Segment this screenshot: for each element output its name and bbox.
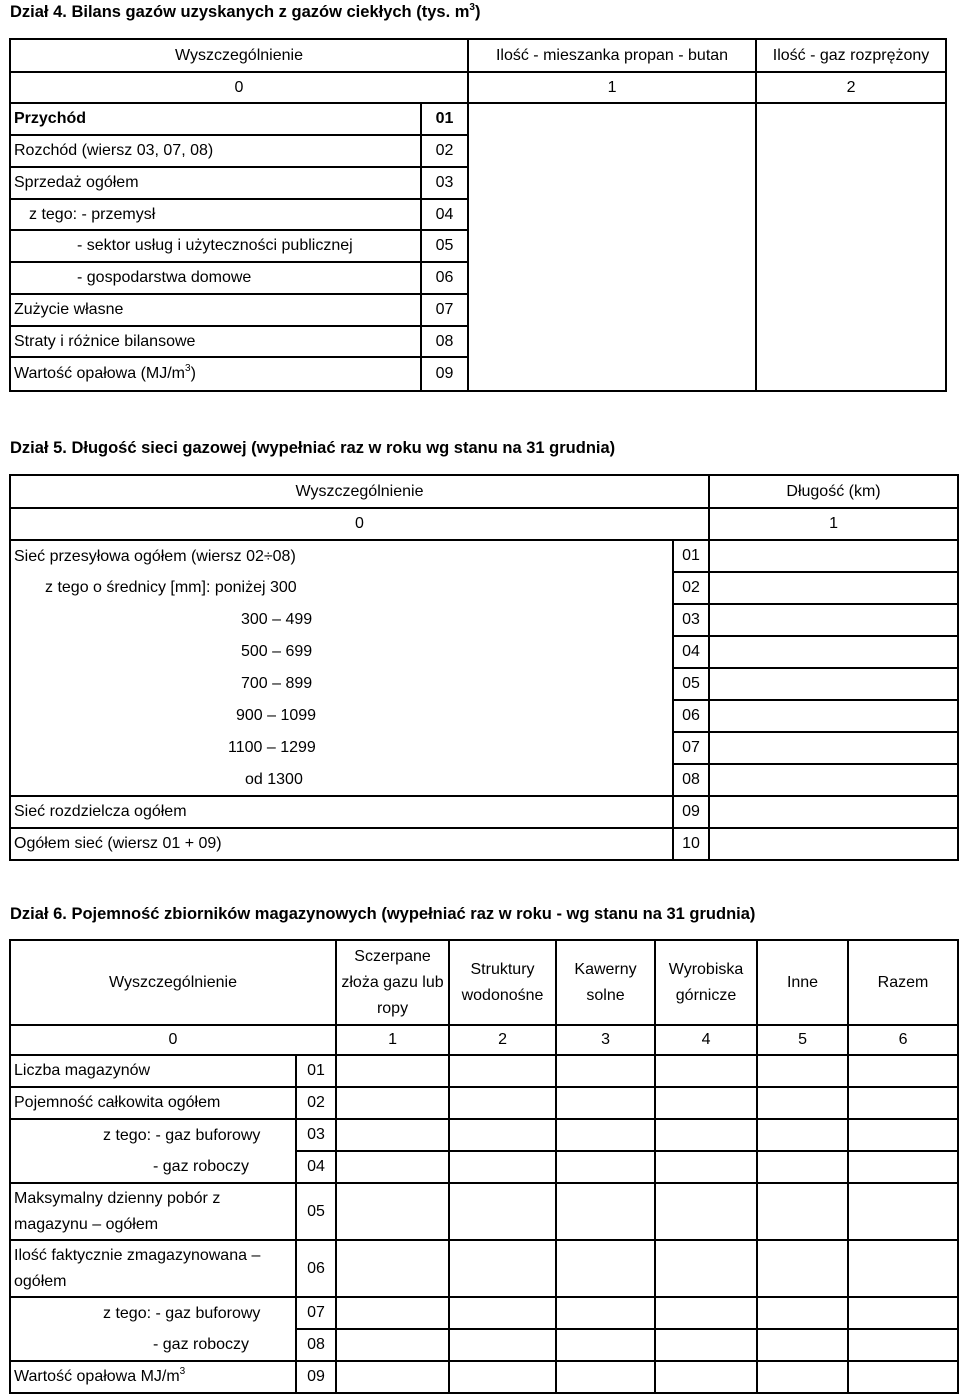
s4-header-expanded: Ilość - gaz rozprężony xyxy=(756,39,946,72)
s6-input-cell[interactable] xyxy=(655,1329,757,1361)
s6-input-cell[interactable] xyxy=(757,1297,848,1329)
s6-colnum-6: 6 xyxy=(848,1025,958,1055)
s4-row-label: Sprzedaż ogółem xyxy=(10,167,421,199)
s4-row-label: Zużycie własne xyxy=(10,294,421,326)
s6-input-cell[interactable] xyxy=(655,1361,757,1393)
s6-input-cell[interactable] xyxy=(757,1151,848,1183)
s6-input-cell[interactable] xyxy=(655,1240,757,1297)
s4-input-cell[interactable] xyxy=(756,199,946,230)
s6-input-cell[interactable] xyxy=(556,1119,655,1151)
s4-input-cell[interactable] xyxy=(468,135,756,167)
s4-row-code: 04 xyxy=(421,199,468,230)
s6-input-cell[interactable] xyxy=(556,1361,655,1393)
s6-input-cell[interactable] xyxy=(655,1183,757,1240)
s5-input-cell[interactable] xyxy=(709,732,958,764)
s4-row-label: z tego: - przemysł xyxy=(10,199,421,230)
s6-row-label: Maksymalny dzienny pobór z magazynu – ogółem xyxy=(10,1183,296,1240)
s4-input-cell[interactable] xyxy=(756,326,946,357)
s5-input-cell[interactable] xyxy=(709,700,958,732)
s5-row-label: 900 – 1099 xyxy=(10,700,673,732)
s5-row-label: od 1300 xyxy=(10,764,673,796)
s6-input-cell[interactable] xyxy=(757,1240,848,1297)
s6-header-mine: Wyrobiska górnicze xyxy=(655,940,757,1025)
s5-row-code: 09 xyxy=(673,796,709,828)
s6-input-cell[interactable] xyxy=(848,1240,958,1297)
s6-row-label: - gaz roboczy xyxy=(10,1329,296,1361)
s6-row-label: Pojemność całkowita ogółem xyxy=(10,1087,296,1119)
s6-input-cell[interactable] xyxy=(336,1329,449,1361)
s5-input-cell[interactable] xyxy=(709,636,958,668)
s6-header-depleted: Sczerpane złoża gazu lub ropy xyxy=(336,940,449,1025)
s6-header-salt: Kawerny solne xyxy=(556,940,655,1025)
s5-header-length: Długość (km) xyxy=(709,475,958,508)
s5-row-code: 03 xyxy=(673,604,709,636)
s5-row-code: 10 xyxy=(673,828,709,860)
s6-input-cell[interactable] xyxy=(449,1183,556,1240)
s4-input-cell[interactable] xyxy=(756,262,946,294)
s6-input-cell[interactable] xyxy=(449,1240,556,1297)
s6-header-total: Razem xyxy=(848,940,958,1025)
s5-row-code: 08 xyxy=(673,764,709,796)
s6-row-label: Liczba magazynów xyxy=(10,1055,296,1087)
s6-row-code: 05 xyxy=(296,1183,336,1240)
s5-input-cell[interactable] xyxy=(709,828,958,860)
s6-input-cell[interactable] xyxy=(449,1055,556,1087)
s5-row-label: 300 – 499 xyxy=(10,604,673,636)
s6-row-code: 09 xyxy=(296,1361,336,1393)
s5-input-cell[interactable] xyxy=(709,604,958,636)
section4-table xyxy=(9,38,947,392)
s6-input-cell[interactable] xyxy=(757,1119,848,1151)
section4-title: Dział 4. Bilans gazów uzyskanych z gazów ciekłych (tys. $m^3$) xyxy=(10,2,481,21)
s6-row-label: - gaz roboczy xyxy=(10,1151,296,1183)
s6-row-code: 01 xyxy=(296,1055,336,1087)
s4-row-code: 08 xyxy=(421,326,468,357)
s4-header-desc: Wyszczególnienie xyxy=(10,39,468,72)
s4-row-code: 03 xyxy=(421,167,468,199)
s4-row-label: - gospodarstwa domowe xyxy=(10,262,421,294)
s6-input-cell[interactable] xyxy=(655,1087,757,1119)
s6-input-cell[interactable] xyxy=(556,1240,655,1297)
s6-input-cell[interactable] xyxy=(655,1055,757,1087)
s6-input-cell[interactable] xyxy=(848,1055,958,1087)
s5-input-cell[interactable] xyxy=(709,540,958,572)
s6-colnum-5: 5 xyxy=(757,1025,848,1055)
s4-header-propane: Ilość - mieszanka propan - butan xyxy=(468,39,756,72)
s6-input-cell[interactable] xyxy=(449,1329,556,1361)
s4-row-label: Rozchód (wiersz 03, 07, 08) xyxy=(10,135,421,167)
s6-input-cell[interactable] xyxy=(757,1183,848,1240)
s6-input-cell[interactable] xyxy=(757,1087,848,1119)
s6-input-cell[interactable] xyxy=(848,1183,958,1240)
s6-input-cell[interactable] xyxy=(336,1240,449,1297)
s6-row-label: z tego: - gaz buforowy xyxy=(10,1119,296,1151)
s4-input-cell[interactable] xyxy=(756,167,946,199)
s5-row-label: Sieć rozdzielcza ogółem xyxy=(10,796,673,828)
s4-input-cell[interactable] xyxy=(756,135,946,167)
s6-input-cell[interactable] xyxy=(556,1055,655,1087)
s6-row-code: 06 xyxy=(296,1240,336,1297)
s6-row-code: 02 xyxy=(296,1087,336,1119)
s6-row-label: Wartość opałowa $MJ/m^3$ xyxy=(10,1361,296,1393)
s4-input-cell[interactable] xyxy=(756,103,946,135)
s6-row-code: 04 xyxy=(296,1151,336,1183)
s6-input-cell[interactable] xyxy=(449,1151,556,1183)
s5-input-cell[interactable] xyxy=(709,572,958,604)
s4-row-label: Wartość opałowa $(MJ/m^3)$ xyxy=(10,357,421,391)
s5-row-label: 1100 – 1299 xyxy=(10,732,673,764)
s4-input-cell[interactable] xyxy=(468,262,756,294)
s6-row-code: 07 xyxy=(296,1297,336,1329)
s6-input-cell[interactable] xyxy=(655,1119,757,1151)
section6-title: Dział 6. Pojemność zbiorników magazynowych (wypełniać raz w roku - wg stanu na 31 grudnia) xyxy=(10,905,756,923)
s6-input-cell[interactable] xyxy=(655,1151,757,1183)
s4-row-code: 07 xyxy=(421,294,468,326)
s4-input-cell[interactable] xyxy=(756,357,946,391)
s4-row-code: 06 xyxy=(421,262,468,294)
s4-row-code: 05 xyxy=(421,230,468,262)
s6-input-cell[interactable] xyxy=(336,1087,449,1119)
s5-row-code: 06 xyxy=(673,700,709,732)
s5-row-code: 04 xyxy=(673,636,709,668)
s6-input-cell[interactable] xyxy=(449,1361,556,1393)
s6-header-desc: Wyszczególnienie xyxy=(10,940,336,1025)
s4-input-cell[interactable] xyxy=(468,199,756,230)
s5-row-code: 07 xyxy=(673,732,709,764)
s4-row-label: Przychód xyxy=(10,103,421,135)
s4-input-cell[interactable] xyxy=(468,326,756,357)
section5-title: Dział 5. Długość sieci gazowej (wypełniać raz w roku wg stanu na 31 grudnia) xyxy=(10,439,616,457)
s5-input-cell[interactable] xyxy=(709,668,958,700)
s4-colnum-2: 2 xyxy=(756,72,946,103)
s5-row-label: Sieć przesyłowa ogółem (wiersz 02÷08) xyxy=(10,540,673,572)
s4-input-cell[interactable] xyxy=(756,230,946,262)
s5-header-desc: Wyszczególnienie xyxy=(10,475,709,508)
s6-input-cell[interactable] xyxy=(336,1183,449,1240)
s6-input-cell[interactable] xyxy=(848,1329,958,1361)
s6-input-cell[interactable] xyxy=(336,1055,449,1087)
s4-input-cell[interactable] xyxy=(468,167,756,199)
s6-input-cell[interactable] xyxy=(336,1361,449,1393)
s6-input-cell[interactable] xyxy=(848,1087,958,1119)
s6-input-cell[interactable] xyxy=(449,1297,556,1329)
s5-row-code: 01 xyxy=(673,540,709,572)
s6-row-code: 03 xyxy=(296,1119,336,1151)
s4-row-label: Straty i różnice bilansowe xyxy=(10,326,421,357)
s5-row-label: z tego o średnicy [mm]: poniżej 300 xyxy=(10,572,673,604)
s6-header-other: Inne xyxy=(757,940,848,1025)
s4-row-code: 09 xyxy=(421,357,468,391)
s4-row-label: - sektor usług i użyteczności publicznej xyxy=(10,230,421,262)
s4-row-code: 02 xyxy=(421,135,468,167)
s5-row-code: 02 xyxy=(673,572,709,604)
s6-input-cell[interactable] xyxy=(556,1297,655,1329)
s6-colnum-2: 2 xyxy=(449,1025,556,1055)
s6-input-cell[interactable] xyxy=(449,1087,556,1119)
s6-input-cell[interactable] xyxy=(757,1055,848,1087)
s6-input-cell[interactable] xyxy=(556,1183,655,1240)
s5-row-code: 05 xyxy=(673,668,709,700)
s6-input-cell[interactable] xyxy=(556,1329,655,1361)
s6-row-label: Ilość faktycznie zmagazynowana – ogółem xyxy=(10,1240,296,1297)
s6-header-aquifer: Struktury wodonośne xyxy=(449,940,556,1025)
s4-row-code: 01 xyxy=(421,103,468,135)
s5-input-cell[interactable] xyxy=(709,764,958,796)
s6-input-cell[interactable] xyxy=(848,1151,958,1183)
s4-input-cell[interactable] xyxy=(468,103,756,135)
section6-table xyxy=(9,939,959,1394)
s6-input-cell[interactable] xyxy=(336,1119,449,1151)
s6-input-cell[interactable] xyxy=(556,1151,655,1183)
s6-colnum-0: 0 xyxy=(10,1025,336,1055)
s6-row-label: z tego: - gaz buforowy xyxy=(10,1297,296,1329)
s6-input-cell[interactable] xyxy=(848,1119,958,1151)
s6-input-cell[interactable] xyxy=(449,1119,556,1151)
s6-input-cell[interactable] xyxy=(757,1329,848,1361)
s6-input-cell[interactable] xyxy=(848,1361,958,1393)
s6-input-cell[interactable] xyxy=(336,1297,449,1329)
s6-input-cell[interactable] xyxy=(848,1297,958,1329)
s4-input-cell[interactable] xyxy=(468,357,756,391)
s4-colnum-0: 0 xyxy=(10,72,468,103)
s6-colnum-3: 3 xyxy=(556,1025,655,1055)
s6-input-cell[interactable] xyxy=(757,1361,848,1393)
s4-input-cell[interactable] xyxy=(468,230,756,262)
s5-colnum-0: 0 xyxy=(10,508,709,540)
s6-colnum-1: 1 xyxy=(336,1025,449,1055)
s5-colnum-1: 1 xyxy=(709,508,958,540)
s5-row-label: Ogółem sieć (wiersz 01 + 09) xyxy=(10,828,673,860)
s4-input-cell[interactable] xyxy=(756,294,946,326)
s6-row-code: 08 xyxy=(296,1329,336,1361)
s5-row-label: 700 – 899 xyxy=(10,668,673,700)
s6-colnum-4: 4 xyxy=(655,1025,757,1055)
s6-input-cell[interactable] xyxy=(655,1297,757,1329)
s4-colnum-1: 1 xyxy=(468,72,756,103)
s4-input-cell[interactable] xyxy=(468,294,756,326)
section5-table xyxy=(9,474,959,861)
s5-input-cell[interactable] xyxy=(709,796,958,828)
s5-row-label: 500 – 699 xyxy=(10,636,673,668)
s6-input-cell[interactable] xyxy=(556,1087,655,1119)
s6-input-cell[interactable] xyxy=(336,1151,449,1183)
